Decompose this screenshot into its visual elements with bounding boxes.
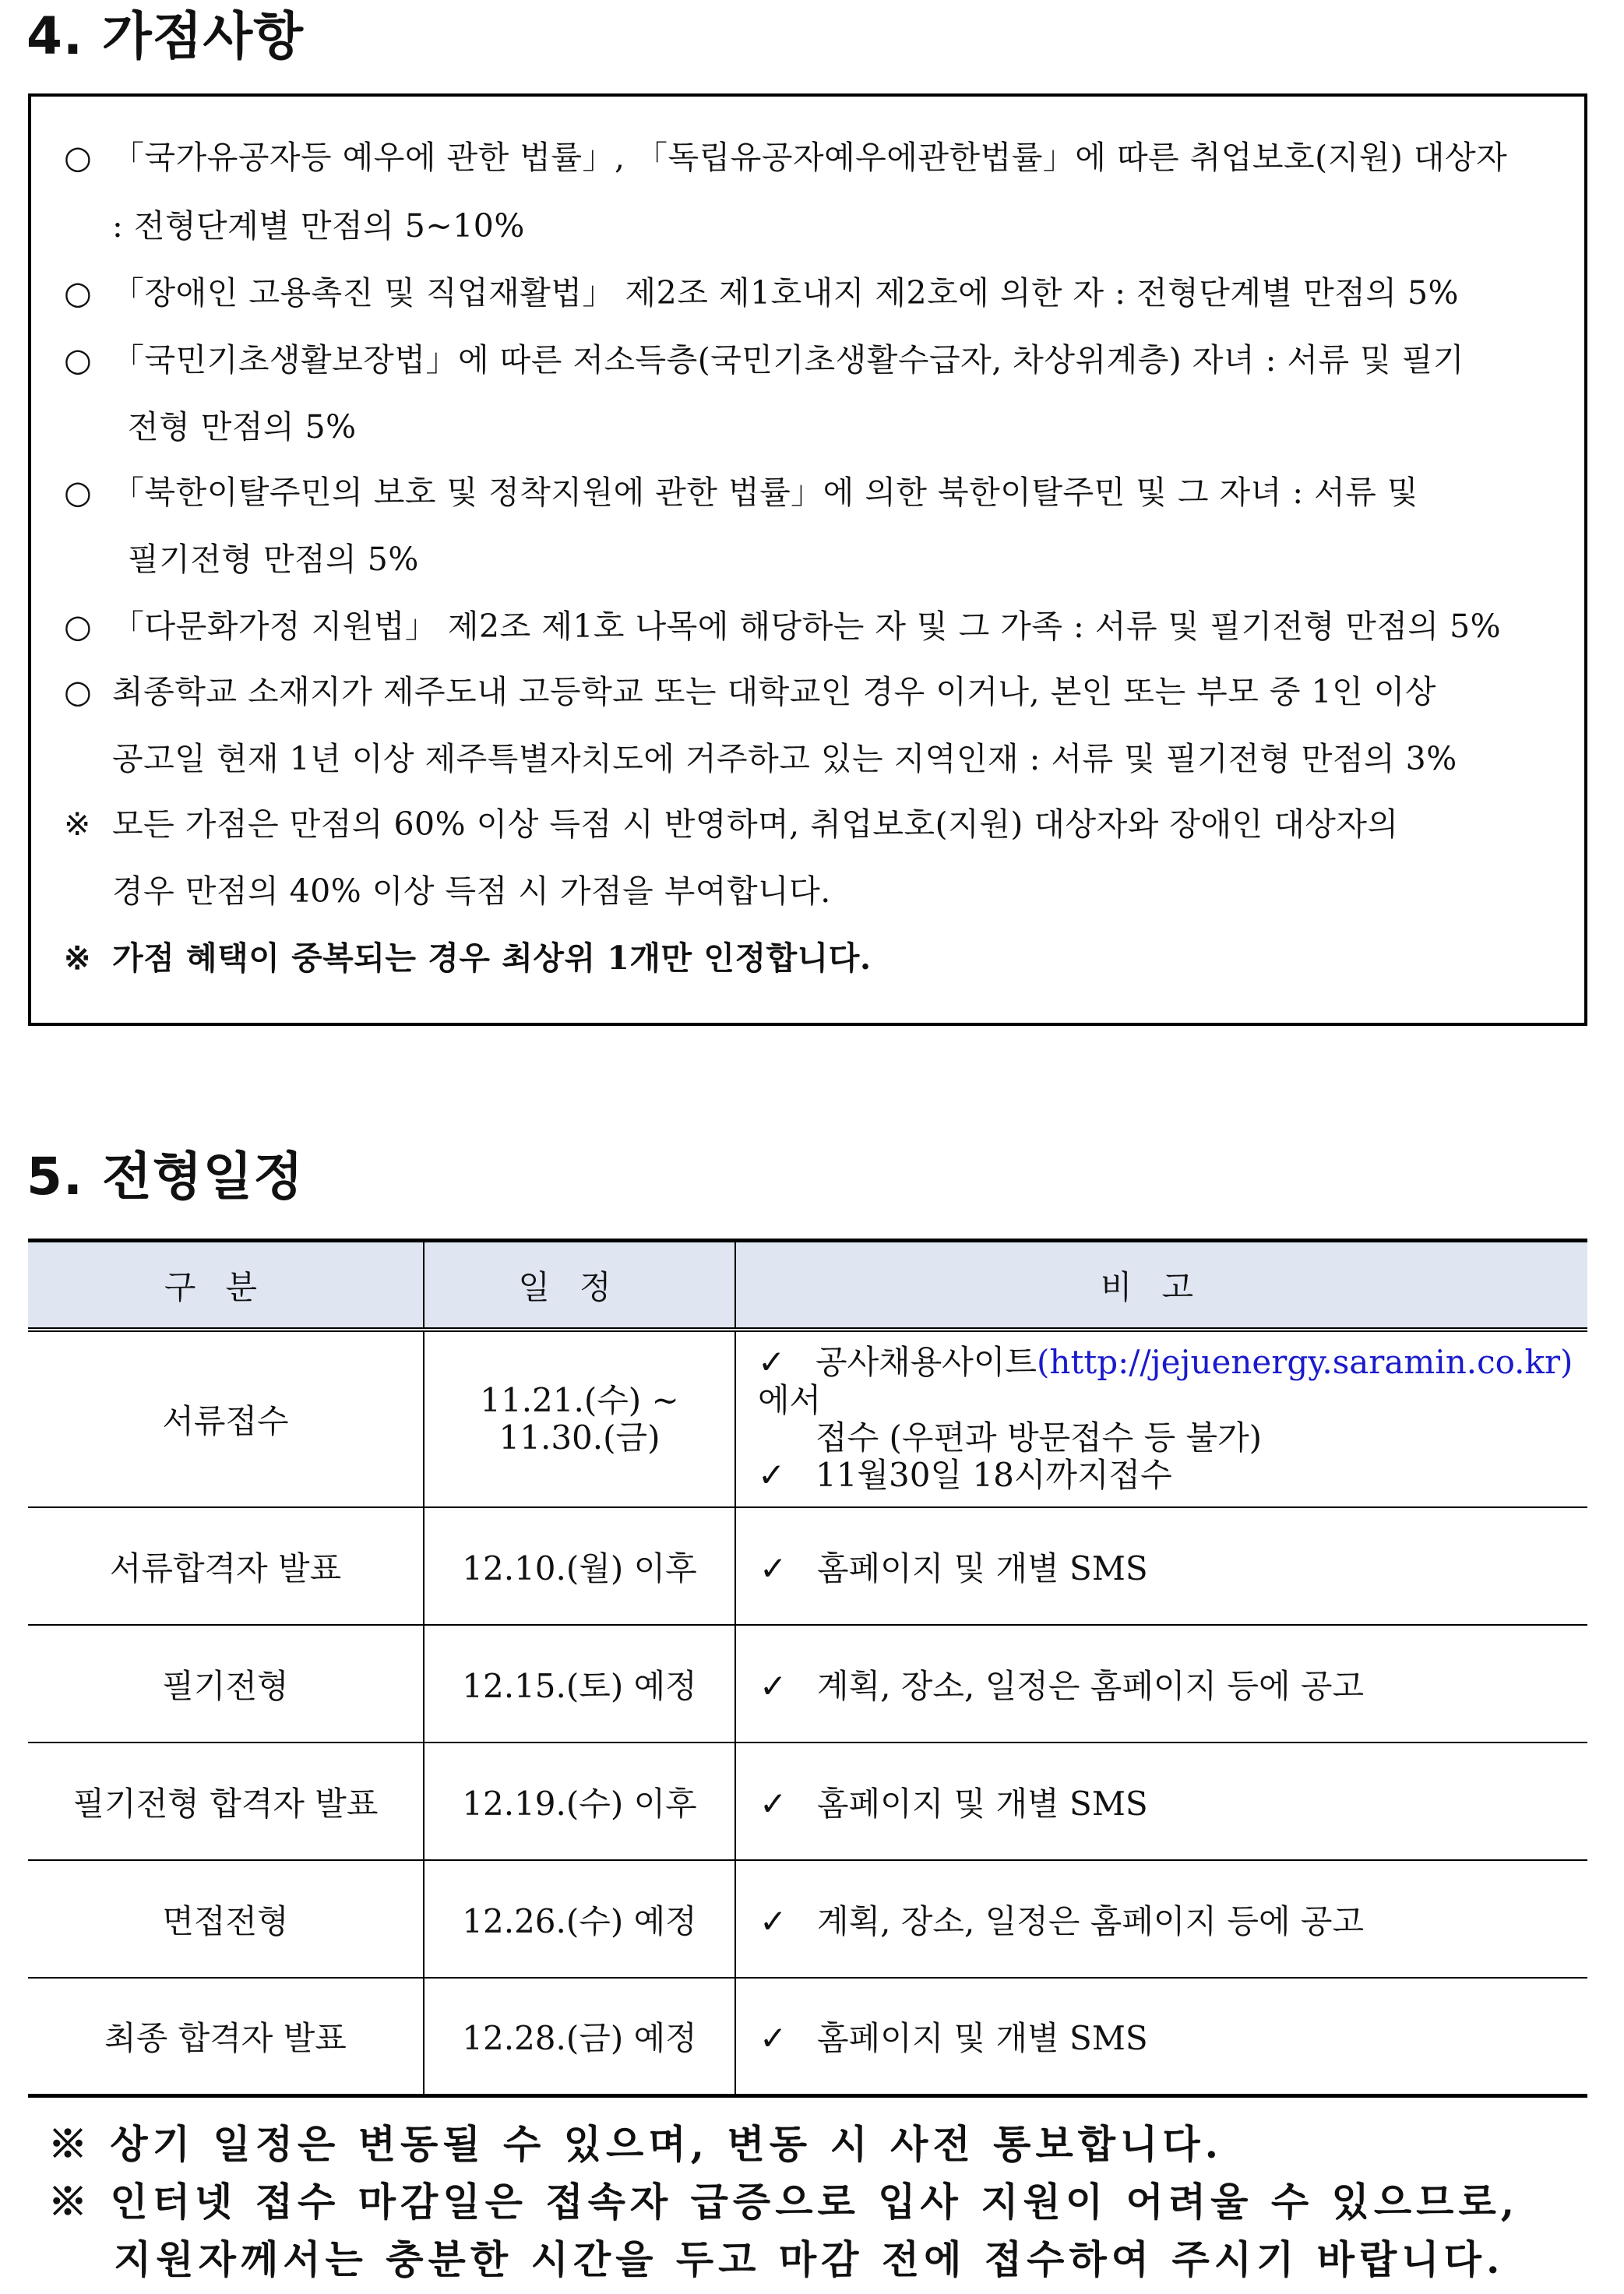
check-icon: ✓ xyxy=(759,1901,787,1940)
bonus-item: ○ 「다문화가정 지원법」 제2조 제1호 나목에 해당하는 자 및 그 가족 : 서류 및 필기전형 만점의 5% xyxy=(64,608,1502,645)
date-cell: 12.15.(토) 예정 xyxy=(424,1625,735,1743)
table-row xyxy=(28,1978,1587,2095)
table-row xyxy=(28,1507,1587,1625)
bonus-item: ○ 「장애인 고용촉진 및 직업재활법」 제2조 제1호내지 제2호에 의한 자 : 전형단계별 만점의 5% xyxy=(64,274,1460,312)
check-icon: ✓ xyxy=(759,2018,787,2057)
check-icon: ✓ xyxy=(758,1343,786,1382)
section-4-heading: 4. 가점사항 xyxy=(26,6,304,66)
bonus-item-cont: : 전형단계별 만점의 5~10% xyxy=(112,207,525,245)
date-cell: 12.10.(월) 이후 xyxy=(424,1507,735,1625)
table-row xyxy=(28,1743,1587,1860)
bonus-item-cont: 필기전형 만점의 5% xyxy=(128,541,419,578)
date-cell: 12.19.(수) 이후 xyxy=(424,1743,735,1860)
check-icon: ✓ xyxy=(758,1456,786,1495)
stage-cell: 면접전형 xyxy=(28,1860,424,1978)
column-header-date: 일정 xyxy=(424,1241,735,1330)
bonus-item-cont: 공고일 현재 1년 이상 제주특별자치도에 거주하고 있는 지역인재 : 서류 및 필기전형 만점의 3% xyxy=(112,740,1457,777)
note-item: ※ 모든 가점은 만점의 60% 이상 득점 시 반영하며, 취업보호(지원) 대상자와 장애인 대상자의 xyxy=(64,805,1399,843)
check-icon: ✓ xyxy=(759,1549,787,1587)
check-icon: ✓ xyxy=(759,1784,787,1823)
schedule-footnote: ※ 상기 일정은 변동될 수 있으며, 변동 시 사전 통보합니다. xyxy=(48,2121,1224,2167)
bonus-item-cont: 전형 만점의 5% xyxy=(128,408,357,446)
schedule-footnote: 지원자께서는 충분한 시간을 두고 마감 전에 접수하여 주시기 바랍니다. xyxy=(114,2236,1505,2282)
table-row xyxy=(28,1330,1587,1507)
column-header-stage: 구분 xyxy=(28,1241,424,1330)
note-cell: ✓ 계획, 장소, 일정은 홈페이지 등에 공고 xyxy=(735,1625,1587,1743)
bonus-item: ○ 「국가유공자등 예우에 관한 법률」, 「독립유공자예우에관한법률」에 따른 취업보호(지원) 대상자 xyxy=(64,139,1508,176)
bonus-item: ○ 「국민기초생활보장법」에 따른 저소득층(국민기초생활수급자, 차상위계층) 자녀 : 서류 및 필기 xyxy=(64,341,1465,379)
stage-cell: 최종 합격자 발표 xyxy=(28,1978,424,2095)
date-cell: 11.21.(수) ~ 11.30.(금) xyxy=(424,1330,735,1507)
bonus-points-box xyxy=(28,93,1587,1026)
section-5-heading: 5. 전형일정 xyxy=(26,1147,304,1207)
table-row xyxy=(28,1625,1587,1743)
stage-cell: 서류합격자 발표 xyxy=(28,1507,424,1625)
bonus-item: ○ 최종학교 소재지가 제주도내 고등학교 또는 대학교인 경우 이거나, 본인 또는 부모 중 1인 이상 xyxy=(64,673,1436,710)
stage-cell: 서류접수 xyxy=(28,1330,424,1507)
recruit-site-link[interactable]: (http://jejuenergy.saramin.co.kr) xyxy=(1037,1343,1573,1382)
date-cell: 12.26.(수) 예정 xyxy=(424,1860,735,1978)
check-icon: ✓ xyxy=(759,1666,787,1705)
note-cell: ✓ 홈페이지 및 개별 SMS xyxy=(735,1507,1587,1625)
table-header-row xyxy=(28,1241,1587,1330)
bonus-item: ○ 「북한이탈주민의 보호 및 정착지원에 관한 법률」에 의한 북한이탈주민 및 그 자녀 : 서류 및 xyxy=(64,474,1418,511)
note-item-cont: 경우 만점의 40% 이상 득점 시 가점을 부여합니다. xyxy=(112,872,831,910)
note-item-bold: ※ 가점 혜택이 중복되는 경우 최상위 1개만 인정합니다. xyxy=(64,939,872,977)
note-cell: ✓ 홈페이지 및 개별 SMS xyxy=(735,1978,1587,2095)
schedule-table xyxy=(28,1239,1587,2098)
note-cell: ✓ 홈페이지 및 개별 SMS xyxy=(735,1743,1587,1860)
column-header-note: 비고 xyxy=(735,1241,1587,1330)
table-row xyxy=(28,1860,1587,1978)
note-cell: ✓ 계획, 장소, 일정은 홈페이지 등에 공고 xyxy=(735,1860,1587,1978)
stage-cell: 필기전형 합격자 발표 xyxy=(28,1743,424,1860)
stage-cell: 필기전형 xyxy=(28,1625,424,1743)
date-cell: 12.28.(금) 예정 xyxy=(424,1978,735,2095)
schedule-footnote: ※ 인터넷 접수 마감일은 접속자 급증으로 입사 지원이 어려울 수 있으므로, xyxy=(48,2179,1520,2225)
note-cell: ✓ 공사채용사이트(http://jejuenergy.saramin.co.kr)에서 접수 (우편과 방문접수 등 불가) ✓ 11월30일 18시까지접수 xyxy=(735,1330,1587,1507)
